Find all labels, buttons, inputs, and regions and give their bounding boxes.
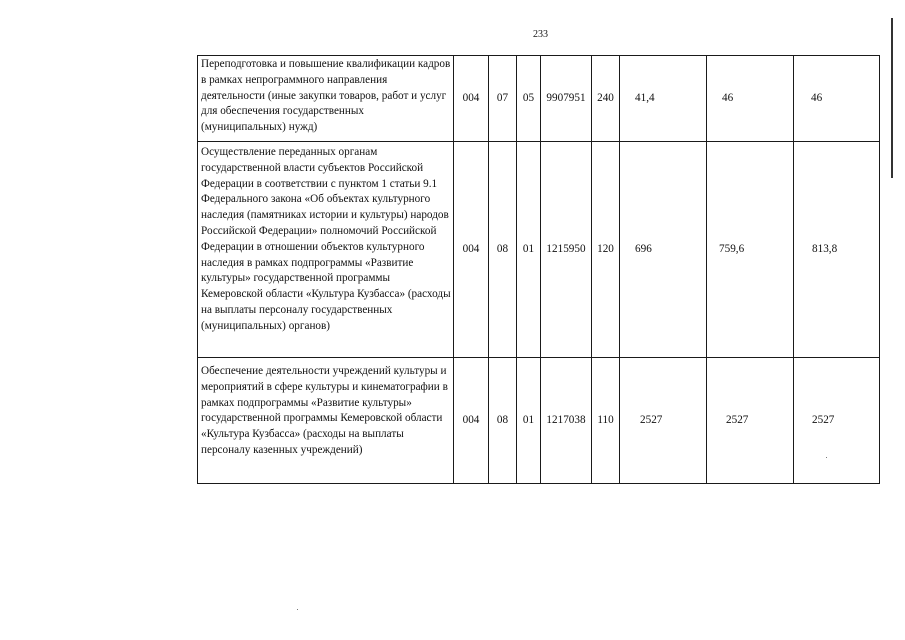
row-description: Обеспечение деятельности учреждений культуры и мероприятий в сфере культуры и кинематографии в рамках подпрограммы «Развитие культуры» государственной программы Кемеровской области «Культура Кузбасса» (расходы на выплаты персоналу казенных учреждений) — [198, 358, 454, 484]
expense-type-code: 120 — [592, 142, 620, 358]
sum-year2: 759,6 — [707, 142, 794, 358]
sum-year1: 696 — [620, 142, 707, 358]
sum-year1: 2527 — [620, 358, 707, 484]
table-row — [198, 142, 880, 358]
sum-year3: 2527 — [794, 358, 880, 484]
ministry-code: 004 — [454, 56, 489, 142]
row-description: Осуществление переданных органам государственной власти субъектов Российской Федерации в соответствии с пунктом 1 статьи 9.1 Федерального закона «Об объектах культурного наследия (памятниках истории и культуры) народов Российской Федерации» полномочий Российской Федерации в отношении объектов культурного наследия в рамках подпрограммы «Развитие культуры» государственной программы Кемеровской области «Культура Кузбасса» (расходы на выплаты персоналу государственных (муниципальных) органов) — [198, 142, 454, 358]
expense-type-code: 240 — [592, 56, 620, 142]
sum-year3: 46 — [794, 56, 880, 142]
row-description: Переподготовка и повышение квалификации кадров в рамках непрограммного направления деятельности (иные закупки товаров, работ и услуг для обеспечения государственных (муниципальных) нужд) — [198, 56, 454, 142]
section-code: 08 — [489, 358, 517, 484]
sum-year3: 813,8 — [794, 142, 880, 358]
page-number: 233 — [533, 29, 548, 40]
ministry-code: 004 — [454, 358, 489, 484]
section-code: 07 — [489, 56, 517, 142]
sum-year2: 46 — [707, 56, 794, 142]
expense-type-code: 110 — [592, 358, 620, 484]
scan-edge-line — [891, 18, 893, 178]
target-article-code: 1217038 — [541, 358, 592, 484]
table-row — [198, 56, 880, 142]
scan-speck — [297, 609, 298, 610]
ministry-code: 004 — [454, 142, 489, 358]
sum-year1: 41,4 — [620, 56, 707, 142]
budget-table — [197, 55, 880, 484]
table-row — [198, 358, 880, 484]
scan-speck — [826, 457, 827, 458]
target-article-code: 1215950 — [541, 142, 592, 358]
subsection-code: 05 — [517, 56, 541, 142]
sum-year2: 2527 — [707, 358, 794, 484]
subsection-code: 01 — [517, 358, 541, 484]
section-code: 08 — [489, 142, 517, 358]
target-article-code: 9907951 — [541, 56, 592, 142]
subsection-code: 01 — [517, 142, 541, 358]
